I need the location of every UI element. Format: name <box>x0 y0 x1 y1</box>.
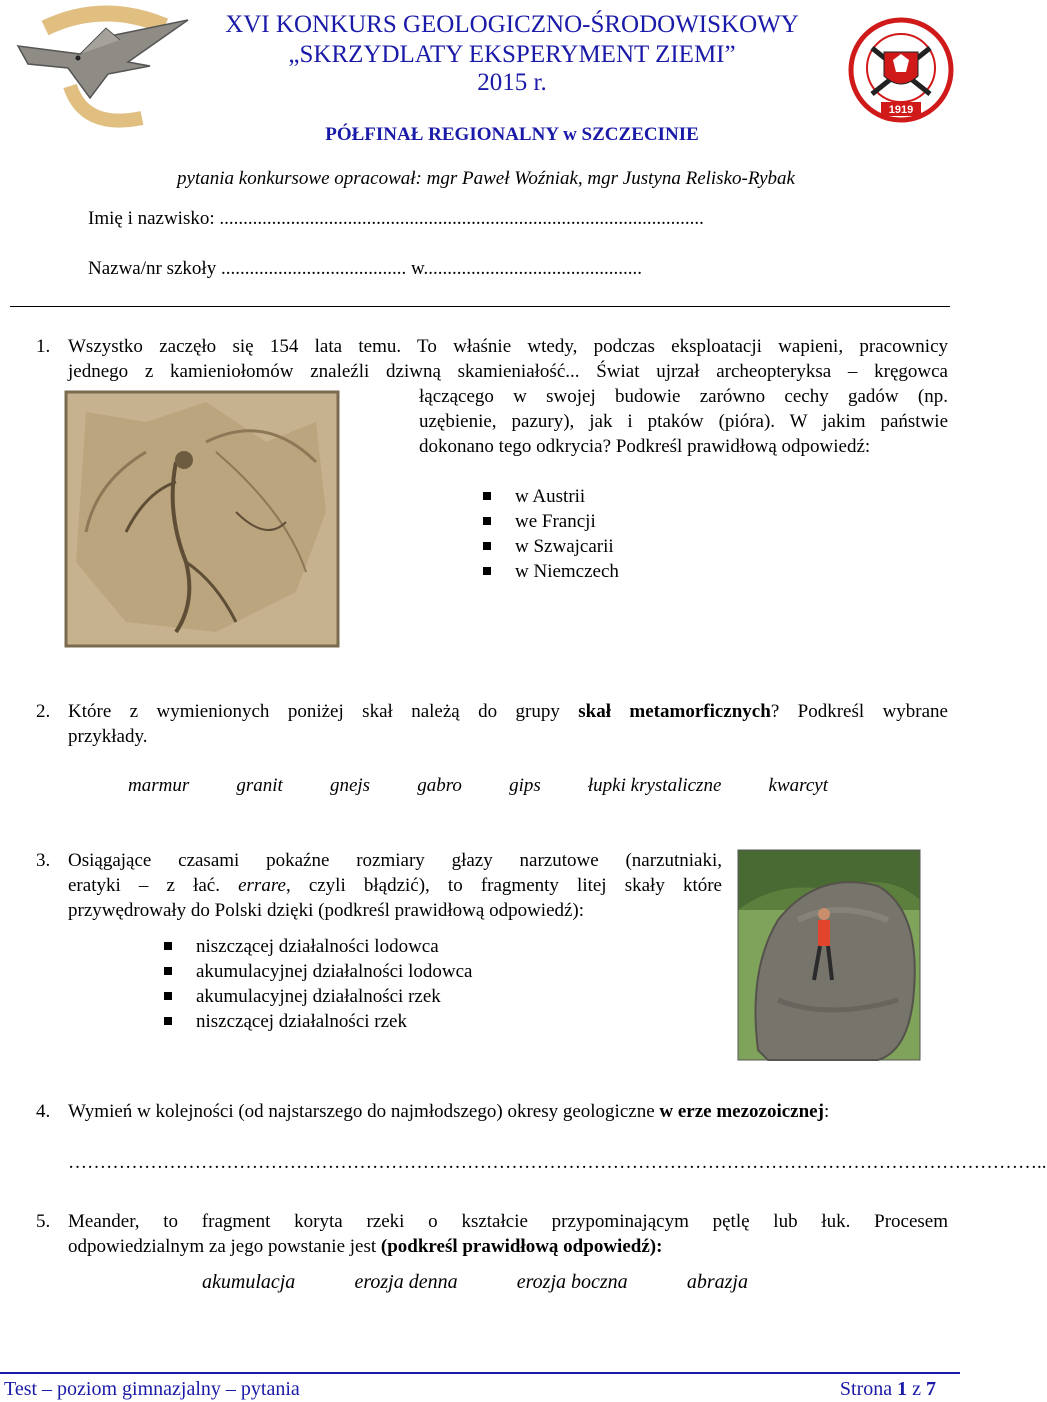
q1-option[interactable]: w Niemczech <box>483 559 619 584</box>
q3-text-line2: eratyki – z łać. errare, czyli błądzić), to fragmenty litej skały które <box>68 875 722 896</box>
bullet-square-icon <box>164 942 172 950</box>
q2-text-line2: przykłady. <box>68 726 148 747</box>
q3-option[interactable]: akumulacyjnej działalności rzek <box>164 984 472 1009</box>
q1-question: dokonano tego odkrycia? <box>419 436 612 457</box>
stage-title: PÓŁFINAŁ REGIONALNY w SZCZECINIE <box>325 124 699 145</box>
q3-option[interactable]: akumulacyjnej działalności lodowca <box>164 959 472 984</box>
bullet-square-icon <box>483 542 491 550</box>
q1-text-line2: jednego z kamieniołomów znaleźli dziwną skamieniałość... Świat ujrzał archeopteryksa – kręgowca <box>68 361 948 382</box>
footer-title: Test – poziom gimnazjalny – pytania <box>4 1378 300 1400</box>
q4-text-line1: Wymień w kolejności (od najstarszego do najmłodszego) okresy geologiczne w erze mezozoicznej: <box>68 1101 830 1122</box>
contest-year: 2015 r. <box>477 69 547 96</box>
q4-answer-line[interactable]: ……………………………………………………………………………………………………………………………………….. <box>68 1152 1047 1173</box>
page-indicator: Strona 1 z 7 <box>839 1378 936 1400</box>
right-logo-year: 1919 <box>888 104 914 116</box>
q1-text-line3: łączącego w swojej budowie zarówno cechy gadów (np. <box>419 386 948 407</box>
archaeopteryx-fossil-image <box>66 392 338 646</box>
bullet-square-icon <box>483 492 491 500</box>
q2-keyword: skał metamorficznych <box>578 701 771 722</box>
page-total: 7 <box>926 1378 936 1400</box>
header-divider <box>10 306 950 307</box>
q2-number: 2. <box>36 701 51 722</box>
q1-option[interactable]: w Austrii <box>483 484 619 509</box>
q5-option[interactable]: erozja denna <box>354 1271 458 1293</box>
q1-options <box>483 484 619 584</box>
contest-title-line1: XVI KONKURS GEOLOGICZNO-ŚRODOWISKOWY <box>225 11 799 38</box>
q4-number: 4. <box>36 1101 51 1122</box>
q1-option[interactable]: w Szwajcarii <box>483 534 619 559</box>
page-footer <box>0 1372 960 1402</box>
q1-text-line1: Wszystko zaczęło się 154 lata temu. To właśnie wtedy, podczas eksploatacji wapieni, pracownicy <box>68 336 948 357</box>
q2-option[interactable]: gabro <box>417 775 462 796</box>
q2-option[interactable]: granit <box>236 775 283 796</box>
bullet-square-icon <box>483 567 491 575</box>
q5-option[interactable]: abrazja <box>686 1271 748 1293</box>
q3-options <box>164 934 472 1034</box>
q2-option[interactable]: kwarcyt <box>768 775 828 796</box>
q3-option[interactable]: niszczącej działalności rzek <box>164 1009 472 1034</box>
erratic-boulder-photo <box>738 850 920 1060</box>
q2-option[interactable]: łupki krystaliczne <box>587 775 722 796</box>
q5-options <box>202 1271 748 1294</box>
school-field[interactable]: Nazwa/nr szkoły ....................................... w.............................................. <box>88 258 642 279</box>
q3-latin-term: errare <box>238 875 286 896</box>
bullet-square-icon <box>164 1017 172 1025</box>
q4-keyword: w erze mezozoicznej <box>659 1101 824 1122</box>
q5-text-line1: Meander, to fragment koryta rzeki o kształcie przypominającym pętlę lub łuk. Procesem <box>68 1211 948 1232</box>
q2-option[interactable]: marmur <box>128 775 190 796</box>
page-number: 1 <box>897 1378 908 1400</box>
q2-options <box>128 775 828 797</box>
contest-title-line2: „SKRZYDLATY EKSPERYMENT ZIEMI” <box>288 41 736 68</box>
q1-text-line4: uzębienie, pazury), jak i ptaków (pióra). W jakim państwie <box>419 411 948 432</box>
q3-number: 3. <box>36 850 51 871</box>
q5-option[interactable]: akumulacja <box>202 1271 296 1293</box>
q3-text-line1: Osiągające czasami pokaźne rozmiary głazy narzutowe (narzutniaki, <box>68 850 722 871</box>
q5-instruction: (podkreśl prawidłową odpowiedź): <box>380 1236 663 1257</box>
q2-option[interactable]: gips <box>509 775 541 796</box>
name-field[interactable]: Imię i nazwisko: ...................................................................................................... <box>88 208 704 229</box>
bullet-square-icon <box>483 517 491 525</box>
q3-text-line3: przywędrowały do Polski dzięki (podkreśl prawidłową odpowiedź): <box>68 900 585 921</box>
q1-number: 1. <box>36 336 51 357</box>
q2-text-line1: Które z wymienionych poniżej skał należą do grupy skał metamorficznych? Podkreśl wybrane <box>68 701 948 722</box>
authors-line: pytania konkursowe opracował: mgr Paweł Woźniak, mgr Justyna Relisko-Rybak <box>177 168 795 189</box>
q5-number: 5. <box>36 1211 51 1232</box>
q3-option[interactable]: niszczącej działalności lodowca <box>164 934 472 959</box>
bullet-square-icon <box>164 967 172 975</box>
right-logo <box>848 18 954 126</box>
q1-option[interactable]: we Francji <box>483 509 619 534</box>
q2-option[interactable]: gnejs <box>329 775 371 796</box>
q5-text-line2: odpowiedzialnym za jego powstanie jest (podkreśl prawidłową odpowiedź): <box>68 1236 663 1257</box>
bullet-square-icon <box>164 992 172 1000</box>
q5-option[interactable]: erozja boczna <box>516 1271 628 1293</box>
q1-text-line5 <box>419 436 870 458</box>
q1-instruction: Podkreśl prawidłową odpowiedź: <box>611 436 871 457</box>
